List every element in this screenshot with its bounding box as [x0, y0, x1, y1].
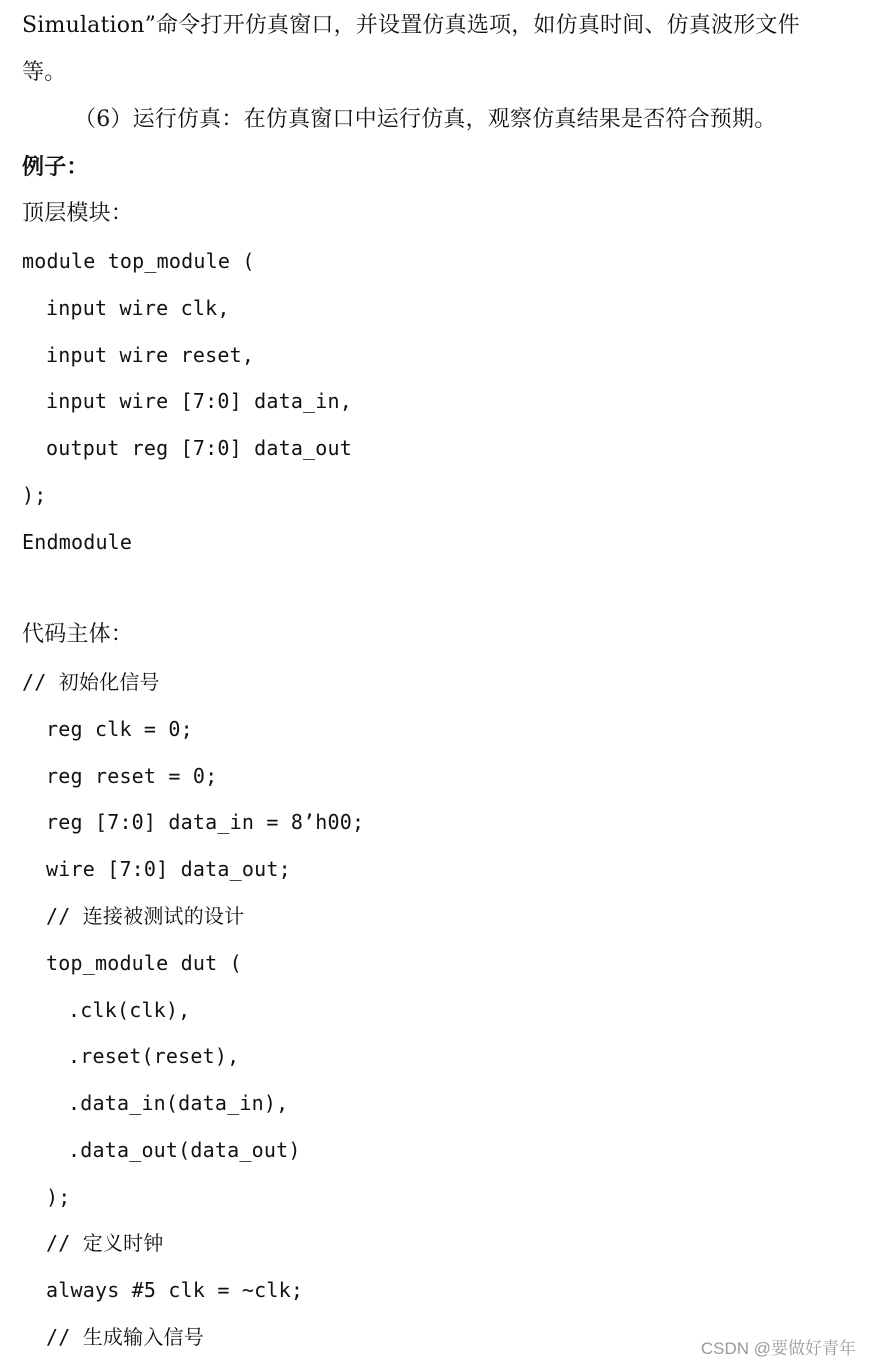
code-body-heading: 代码主体：: [22, 622, 134, 647]
code-line: input wire reset,: [46, 343, 255, 367]
code-line: reg [7:0] data_in = 8’h00;: [46, 810, 365, 834]
code-line: reg clk = 0;: [46, 717, 193, 741]
code-line: reg reset = 0;: [46, 764, 218, 788]
code-comment: // 初始化信号: [22, 670, 160, 694]
code-line: input wire [7:0] data_in,: [46, 389, 353, 413]
code-line: );: [22, 483, 47, 507]
code-line: Endmodule: [22, 530, 133, 554]
paragraph-line: Simulation”命令打开仿真窗口，并设置仿真选项，如仿真时间、仿真波形文件: [22, 13, 800, 38]
code-line: always #5 clk = ~clk;: [46, 1278, 304, 1302]
code-line: module top_module (: [22, 249, 255, 273]
code-line: input wire clk,: [46, 296, 230, 320]
paragraph-step-6: （6）运行仿真：在仿真窗口中运行仿真，观察仿真结果是否符合预期。: [74, 107, 777, 132]
code-comment: // 连接被测试的设计: [46, 904, 245, 928]
code-line: .data_out(data_out): [68, 1138, 301, 1162]
csdn-watermark: CSDN @要做好青年: [700, 1339, 856, 1358]
code-line: .data_in(data_in),: [68, 1091, 289, 1115]
paragraph-line: 等。: [22, 60, 67, 85]
code-line: output reg [7:0] data_out: [46, 436, 353, 460]
code-line: .clk(clk),: [68, 998, 191, 1022]
code-line: );: [46, 1185, 71, 1209]
code-line: top_module dut (: [46, 951, 242, 975]
example-heading: 例子：: [22, 154, 89, 180]
code-line: wire [7:0] data_out;: [46, 857, 291, 881]
code-comment: // 生成输入信号: [46, 1325, 204, 1349]
code-line: .reset(reset),: [68, 1044, 240, 1068]
top-module-heading: 顶层模块：: [22, 201, 134, 226]
code-comment: // 定义时钟: [46, 1231, 164, 1255]
